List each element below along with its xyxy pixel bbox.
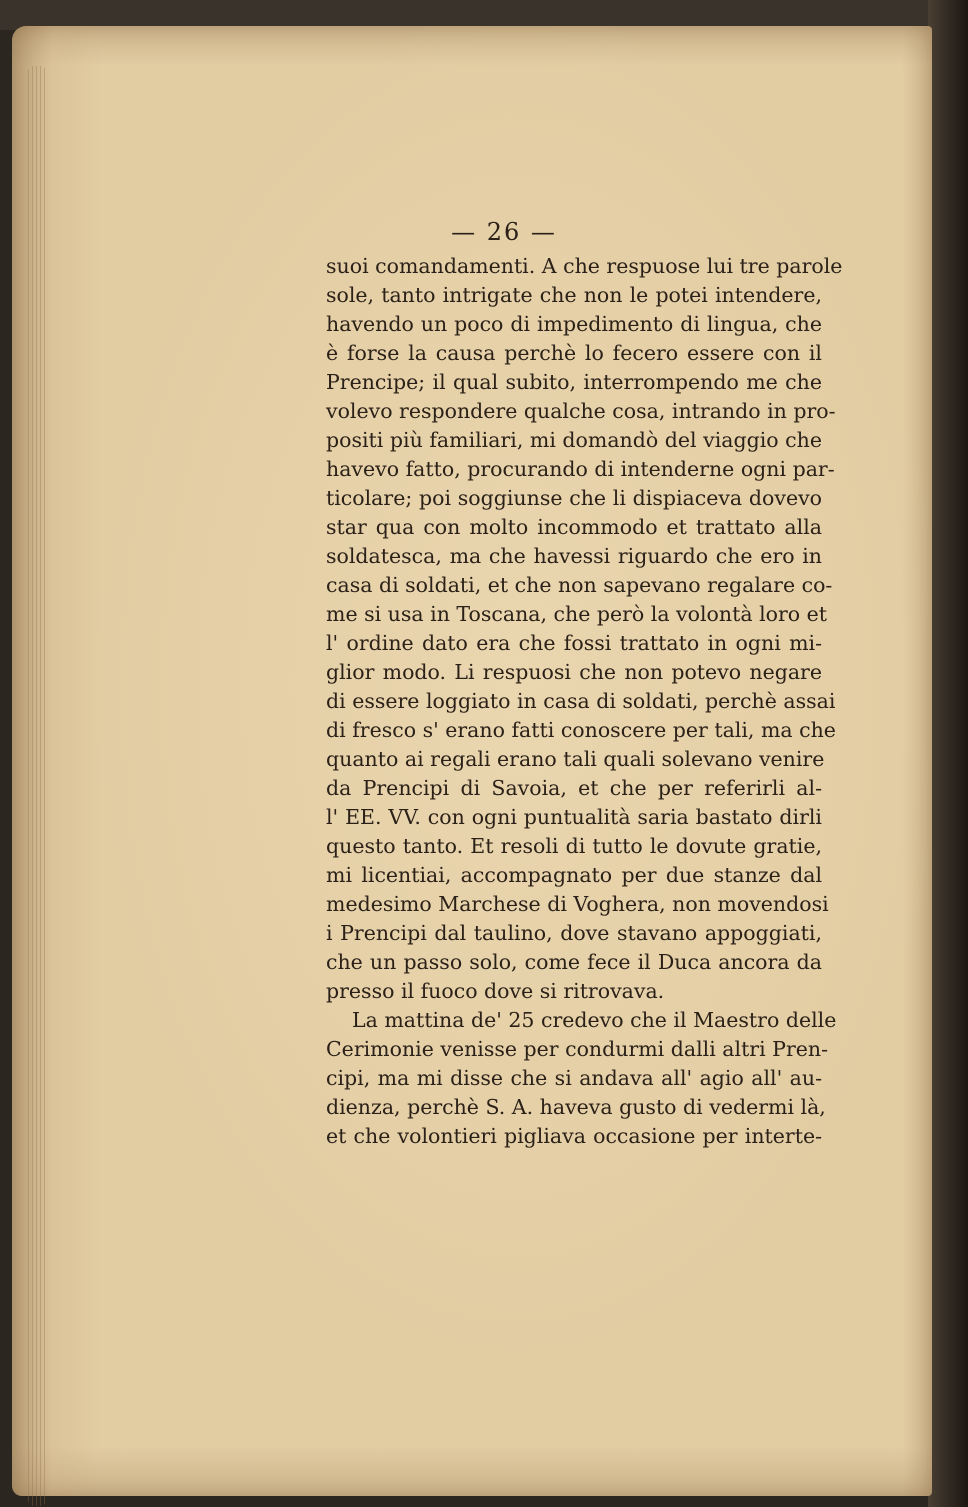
text-line: quanto ai regali erano tali quali solevano venire	[326, 747, 825, 771]
text-line: sole, tanto intrigate che non le potei intendere,	[326, 283, 822, 307]
text-line: casa di soldati, et che non sapevano regalare co-	[326, 573, 833, 597]
text-line: dienza, perchè S. A. haveva gusto di vedermi là,	[326, 1095, 826, 1119]
paragraph-2	[326, 1006, 837, 1151]
text-line: che un passo solo, come fece il Duca ancora da	[326, 950, 822, 974]
text-line: i Prencipi dal taulino, dove stavano appoggiati,	[326, 921, 822, 945]
text-line: havendo un poco di impedimento di lingua, che	[326, 312, 822, 336]
text-line: da Prencipi di Savoia, et che per referirli al-	[326, 776, 822, 800]
text-line: ticolare; poi soggiunse che li dispiaceva dovevo	[326, 486, 822, 510]
text-line: star qua con molto incommodo et trattato alla	[326, 515, 822, 539]
text-line: me si usa in Toscana, che però la volontà loro et	[326, 602, 827, 626]
text-line: suoi comandamenti. A che respuose lui tre parole	[326, 254, 843, 278]
text-line: l' ordine dato era che fossi trattato in ogni mi-	[326, 631, 822, 655]
text-line: è forse la causa perchè lo fecero essere con il	[326, 341, 822, 365]
text-line: et che volontieri pigliava occasione per interte-	[326, 1124, 822, 1148]
text-line: cipi, ma mi disse che si andava all' agio all' au-	[326, 1066, 822, 1090]
page-number: — 26 —	[451, 218, 557, 246]
text-line: havevo fatto, procurando di intenderne ogni par-	[326, 457, 835, 481]
text-line: presso il fuoco dove si ritrovava.	[326, 979, 665, 1003]
text-line: Cerimonie venisse per condurmi dalli altri Pren-	[326, 1037, 829, 1061]
text-line: mi licentiai, accompagnato per due stanze dal	[326, 863, 822, 887]
text-line: La mattina de' 25 credevo che il Maestro delle	[352, 1008, 837, 1032]
text-line: questo tanto. Et resoli di tutto le dovute gratie,	[326, 834, 822, 858]
text-line: di essere loggiato in casa di soldati, perchè assai	[326, 689, 836, 713]
text-line: l' EE. VV. con ogni puntualità saria bastato dirli	[326, 805, 822, 829]
body-text	[326, 252, 843, 1151]
text-line: medesimo Marchese di Voghera, non movendosi	[326, 892, 829, 916]
text-line: volevo respondere qualche cosa, intrando in pro-	[326, 399, 836, 423]
page-edge-stack	[28, 66, 46, 1506]
text-line: glior modo. Li respuosi che non potevo negare	[326, 660, 822, 684]
text-line: soldatesca, ma che havessi riguardo che ero in	[326, 544, 822, 568]
paragraph-1	[326, 252, 843, 1006]
text-line: positi più familiari, mi domandò del viaggio che	[326, 428, 822, 452]
text-line: di fresco s' erano fatti conoscere per tali, ma che	[326, 718, 836, 742]
text-line: Prencipe; il qual subito, interrompendo me che	[326, 370, 822, 394]
